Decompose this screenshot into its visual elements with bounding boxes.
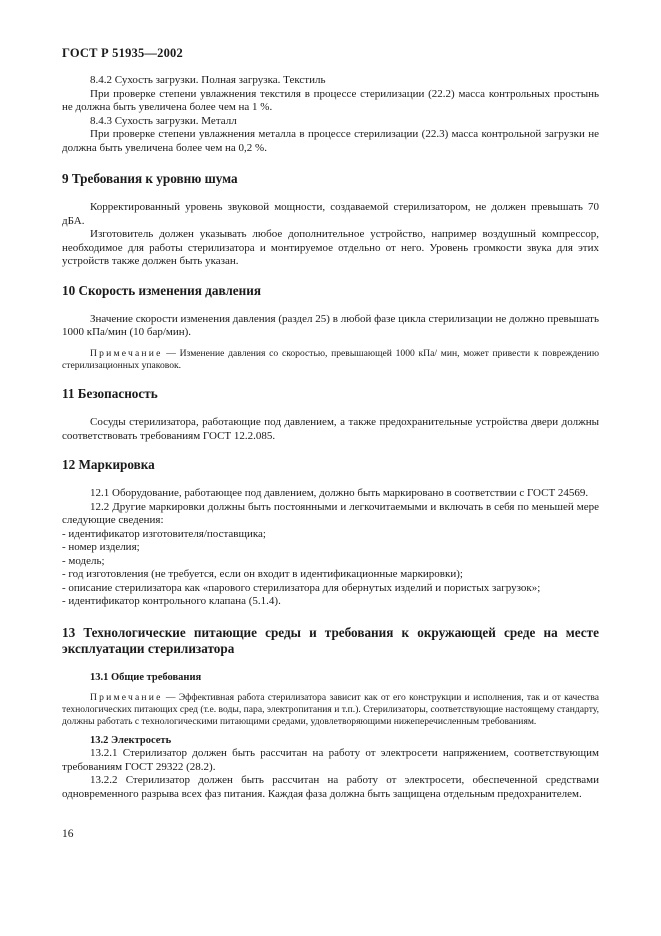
paragraph: Корректированный уровень звуковой мощности, создаваемой стерилизатором, не должен превышать 70 дБА. (62, 201, 599, 227)
document-header: ГОСТ Р 51935—2002 (62, 46, 183, 60)
paragraph: Сосуды стерилизатора, работающие под давлением, а также предохранительные устройства двери должны соответствовать требованиям ГОСТ 12.2.085. (62, 416, 599, 442)
subsection-title: 8.4.2 Сухость загрузки. Полная загрузка. Текстиль (90, 74, 326, 86)
paragraph: 13.2.2 Стерилизатор должен быть рассчитан на работу от электросети, обеспеченной средствами одновременного разрыва всех фаз питания. Каждая фаза должна быть защищена отдельным предохранителем. (62, 774, 599, 800)
paragraph: При проверке степени увлажнения текстиля в процессе стерилизации (22.2) масса контрольных простынь не должна быть увеличена более чем на 1 %. (62, 87, 599, 113)
section-heading: 12 Маркировка (62, 457, 155, 473)
note-label: Примечание (90, 691, 163, 703)
note (62, 348, 599, 373)
paragraph: Изготовитель должен указывать любое дополнительное устройство, например воздушный компрессор, необходимое для работы стерилизатора и монтируемое отдельно от него. Уровень громкости звука для этих устройств также должен быть указан. (62, 228, 599, 267)
subsection-heading: 13.2 Электросеть (90, 735, 172, 747)
paragraph: 13.2.1 Стерилизатор должен быть рассчитан на работу от электросети напряжением, соответствующим требованиям ГОСТ 29322 (28.2). (62, 747, 599, 773)
list-item: - идентификатор контрольного клапана (5.1.4). (62, 595, 281, 608)
section-heading: 11 Безопасность (62, 386, 158, 402)
subsection-title: 8.4.3 Сухость загрузки. Металл (90, 114, 237, 127)
document-body (62, 74, 599, 801)
paragraph: 12.1 Оборудование, работающее под давлением, должно быть маркировано в соответствии с ГОСТ 24569. (90, 487, 589, 500)
list-item: - описание стерилизатора как «парового стерилизатора для обернутых изделий и пористых загрузок»; (62, 581, 541, 594)
section-heading: 10 Скорость изменения давления (62, 282, 261, 298)
paragraph: 12.2 Другие маркировки должны быть постоянными и легкочитаемыми и включать в себя по меньшей мере следующие сведения: (62, 500, 599, 527)
note (62, 692, 599, 729)
paragraph: При проверке степени увлажнения металла в процессе стерилизации (22.3) масса контрольной загрузки не должна быть увеличена более чем на 0,2 %. (62, 128, 599, 154)
note-label: Примечание (90, 347, 163, 359)
note-text: — Эффективная работа стерилизатора зависит как от его конструкции и исполнения, так и от качества технологических питающих сред (т.е. воды, пара, электропитания и т.п.). Стерилизаторы, соответствующие настоящему стандарту, должны работать с технологическими питающими средами, удовлетворяющими нижеперечисленным требованиям. (62, 691, 599, 728)
list-item: - номер изделия; (62, 541, 140, 554)
section-heading: 13 Технологические питающие среды и требования к окружающей среде на месте эксплуатации стерилизатора (62, 624, 599, 656)
list-item: - год изготовления (не требуется, если он входит в идентификационные маркировки); (62, 568, 463, 581)
paragraph: Значение скорости изменения давления (раздел 25) в любой фазе цикла стерилизации не должно превышать 1000 кПа/мин (10 бар/мин). (62, 312, 599, 338)
page-number: 16 (62, 828, 74, 840)
list-item: - идентификатор изготовителя/поставщика; (62, 527, 266, 540)
list-item: - модель; (62, 554, 105, 567)
note-text: — Изменение давления со скоростью, превышающей 1000 кПа/ мин, может привести к повреждению стерилизационных упаковок. (62, 347, 599, 371)
subsection-heading: 13.1 Общие требования (90, 671, 202, 683)
section-heading: 9 Требования к уровню шума (62, 171, 238, 186)
